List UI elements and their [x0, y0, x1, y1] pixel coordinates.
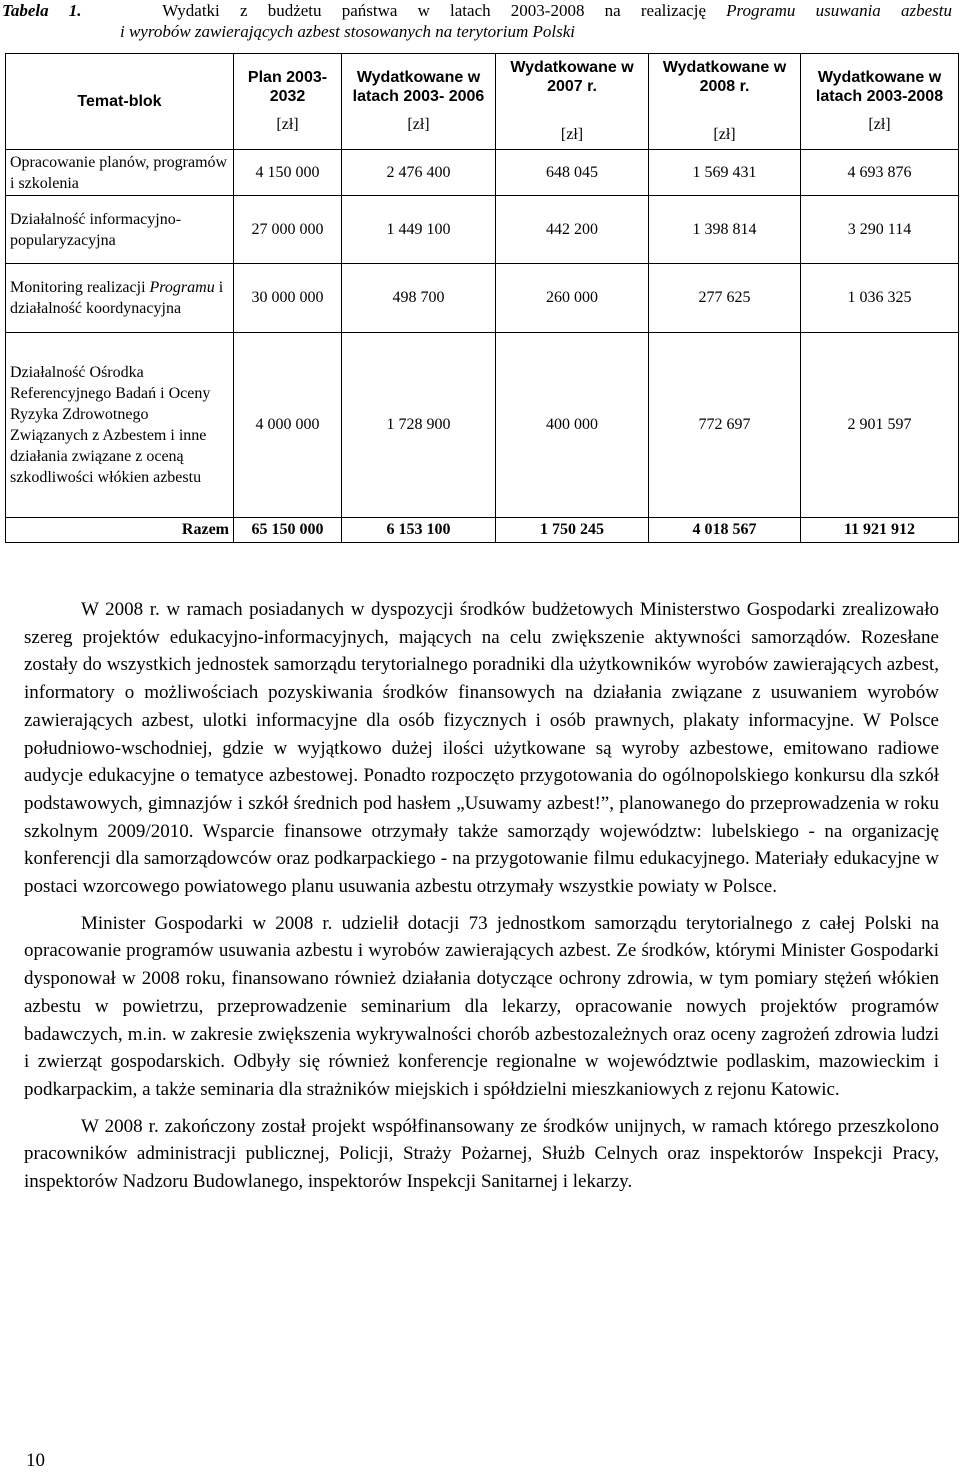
cell-value: 4 150 000 — [234, 150, 342, 196]
caption-line-2: i wyrobów zawierających azbest stosowanych na terytorium Polski — [120, 22, 576, 41]
cell-value: 442 200 — [496, 196, 649, 264]
header-spent-2008: Wydatkowane w 2008 r. [zł] — [649, 54, 801, 150]
total-label: Razem — [6, 518, 234, 543]
cell-value: 772 697 — [649, 333, 801, 518]
table-row — [6, 150, 959, 196]
cell-value: 1 398 814 — [649, 196, 801, 264]
cell-value: 400 000 — [496, 333, 649, 518]
body-text — [24, 596, 939, 1196]
cell-value: 2 901 597 — [801, 333, 959, 518]
total-value: 6 153 100 — [342, 518, 496, 543]
cell-value: 1 728 900 — [342, 333, 496, 518]
cell-value: 2 476 400 — [342, 150, 496, 196]
caption-text: Wydatki z budżetu państwa w latach 2003-2008 na realizację — [162, 1, 727, 20]
cell-value: 4 693 876 — [801, 150, 959, 196]
cell-value: 260 000 — [496, 264, 649, 333]
table-caption — [2, 0, 952, 42]
cell-value: 27 000 000 — [234, 196, 342, 264]
total-value: 1 750 245 — [496, 518, 649, 543]
table-header-row — [6, 54, 959, 150]
row-topic: Działalność Ośrodka Referencyjnego Badań i Oceny Ryzyka Zdrowotnego Związanych z Azbestem i inne działania związane z oceną szkodliwości włókien azbestu — [6, 333, 234, 518]
cell-value: 1 449 100 — [342, 196, 496, 264]
row-topic: Działalność informacyjno-popularyzacyjna — [6, 196, 234, 264]
cell-value: 277 625 — [649, 264, 801, 333]
table-row — [6, 264, 959, 333]
cell-value: 648 045 — [496, 150, 649, 196]
cell-value: 1 569 431 — [649, 150, 801, 196]
cell-value: 3 290 114 — [801, 196, 959, 264]
expenditure-table — [5, 53, 959, 543]
cell-value: 30 000 000 — [234, 264, 342, 333]
total-value: 4 018 567 — [649, 518, 801, 543]
total-value: 65 150 000 — [234, 518, 342, 543]
total-value: 11 921 912 — [801, 518, 959, 543]
paragraph: Minister Gospodarki w 2008 r. udzielił dotacji 73 jednostkom samorządu terytorialnego z całej Polski na opracowanie programów usuwania azbestu i wyrobów zawierających azbest. Ze środków, którymi Minister Gospodarki dysponował w 2008 roku, finansowano również działania dotyczące ochrony zdrowia, w tym pomiary stężeń włókien azbestu w powietrzu, przeprowadzenie seminarium dla lekarzy, opracowanie nowych projektów programów badawczych, m.in. w zakresie zwiększenia wykrywalności chorób azbestozależnych oraz oceny zagrożeń zdrowia ludzi i zwierząt gospodarskich. Odbyły się również konferencje regionalne w województwie podlaskim, mazowieckim i podkarpackim, a także seminaria dla strażników miejskich i spółdzielni mieszkaniowych z rejonu Katowic. — [24, 912, 939, 1100]
caption-program-name: Programu usuwania azbestu — [726, 1, 952, 20]
paragraph: W 2008 r. zakończony został projekt współfinansowany ze środków unijnych, w ramach którego przeszkolono pracowników administracji publicznej, Policji, Straży Pożarnej, Służb Celnych oraz inspektorów Inspekcji Pracy, inspektorów Nadzoru Budowlanego, inspektorów Inspekcji Sanitarnej i lekarzy. — [24, 1115, 939, 1193]
caption-label: Tabela 1. — [2, 1, 82, 20]
table-row — [6, 196, 959, 264]
row-topic: Opracowanie planów, programów i szkolenia — [6, 150, 234, 196]
cell-value: 4 000 000 — [234, 333, 342, 518]
page-number: 10 — [26, 1450, 45, 1471]
header-spent-2003-2008: Wydatkowane w latach 2003-2008 [zł] — [801, 54, 959, 150]
header-topic: Temat-blok — [6, 54, 234, 150]
cell-value: 1 036 325 — [801, 264, 959, 333]
caption-line-1 — [2, 0, 952, 21]
cell-value: 498 700 — [342, 264, 496, 333]
header-spent-2003-2006: Wydatkowane w latach 2003- 2006 [zł] — [342, 54, 496, 150]
header-plan: Plan 2003-2032 [zł] — [234, 54, 342, 150]
paragraph: W 2008 r. w ramach posiadanych w dyspozycji środków budżetowych Ministerstwo Gospodarki zrealizowało szereg projektów edukacyjno-informacyjnych, mających na celu zwiększenie aktywności samorządów. Rozesłane zostały do wszystkich jednostek samorządu terytorialnego poradniki dla użytkowników wyrobów zawierających azbest, informatory o możliwościach pozyskiwania środków finansowych na działania związane z usuwaniem wyrobów zawierających azbest, ulotki informacyjne dla osób fizycznych i osób prawnych, plakaty informacyjne. W Polsce południowo-wschodniej, gdzie w wyjątkowo dużej ilości użytkowane są wyroby azbestowe, emitowano radiowe audycje edukacyjne o tematyce azbestowej. Ponadto rozpoczęto przygotowania do ogólnopolskiego konkursu dla szkół podstawowych, gimnazjów i szkół średnich pod hasłem „Usuwamy azbest!”, planowanego do przeprowadzenia w roku szkolnym 2009/2010. Wsparcie finansowe otrzymały także samorządy województw: lubelskiego - na organizację konferencji dla samorządowców oraz podkarpackiego - na przygotowanie filmu edukacyjnego. Materiały edukacyjne w postaci wzorcowego powiatowego planu usuwania azbestu otrzymały wszystkie powiaty w Polsce. — [24, 599, 939, 898]
header-spent-2007: Wydatkowane w 2007 r. [zł] — [496, 54, 649, 150]
table-total-row — [6, 518, 959, 543]
row-topic: Monitoring realizacji Programu i działalność koordynacyjna — [6, 264, 234, 333]
table-row — [6, 333, 959, 518]
